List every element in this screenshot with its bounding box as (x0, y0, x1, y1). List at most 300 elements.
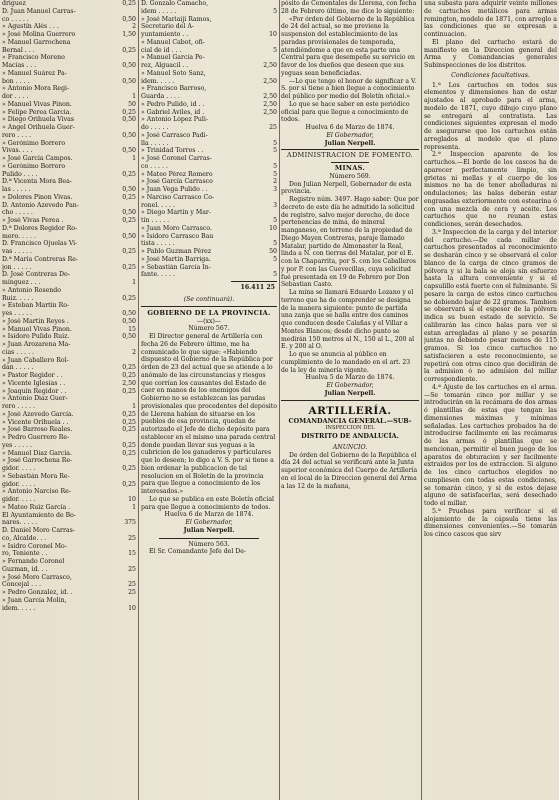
donor-amount (251, 194, 277, 202)
donor-amount (110, 70, 136, 78)
donor-amount (110, 124, 136, 132)
donor-amount: 0,50 (122, 186, 136, 193)
donor-name: » Manuel Soto Sanz, (141, 69, 206, 77)
donor-name: » Isidro Coronel Mo- (2, 542, 67, 550)
section-divider (281, 149, 419, 150)
donor-amount: 25 (269, 124, 277, 131)
donor-name: » Gabriel Aviles, id . (141, 108, 205, 116)
column-3 (281, 0, 419, 800)
donor-amount (110, 271, 136, 279)
donor-amount: 0,50 (122, 232, 136, 240)
donor-name: » Pastor Regidor . . (2, 372, 63, 379)
donor-name: jon . . . . . (2, 263, 32, 271)
donor-row (2, 442, 136, 450)
donor-name: cias . . . . . (2, 348, 34, 356)
donor-name: ronel. . . . . (141, 201, 176, 209)
donor-name: mero. . . . . (2, 232, 36, 240)
donor-amount: 3 (273, 186, 277, 193)
donor-name: D.ª María Contreras Re- (2, 255, 78, 263)
donor-amount (251, 39, 277, 47)
donor-amount: 25 (128, 534, 136, 542)
donor-row (141, 116, 277, 124)
donor-name: » Fernando Coronel (2, 558, 65, 565)
donor-name: cial de id . . . (141, 46, 182, 54)
governor-signature: Julian Nerpell. (324, 139, 376, 147)
donor-row (141, 0, 277, 8)
donor-row (2, 488, 136, 496)
donor-name: El Ayuntamiento de Bo- (2, 511, 76, 519)
donor-amount: 2,50 (263, 93, 277, 100)
donor-name: Concejal . . . (2, 581, 41, 589)
donor-amount (251, 233, 277, 241)
donor-amount: 2 (273, 178, 277, 186)
donor-amount (110, 54, 136, 62)
donor-amount: 2 (132, 23, 136, 31)
donor-row (2, 70, 136, 78)
donor-amount: 25 (128, 581, 136, 589)
donor-row (2, 589, 136, 597)
donor-amount: 1 (132, 279, 136, 286)
section-ornament: —(xx)— (196, 317, 222, 325)
donor-row (2, 264, 136, 272)
donor-amount (110, 543, 136, 551)
donor-name: Pulido . . . . (2, 170, 38, 178)
donor-name: idem . . . . . (141, 7, 177, 15)
donor-row (2, 240, 136, 248)
donor-name: Bernal . . . (2, 46, 35, 54)
donor-amount: 5 (273, 240, 277, 248)
donor-amount: 375 (124, 519, 136, 527)
notice-paragraph: Registro núm. 3497. Hago saber: Que por decreto de este día he admitido la solicitud de registro, salvo mejor derecho, de doce pertenencias de mina, de mineral manganeso, en terreno de la propiedad de Diego Mayen Contreras, paraje llamado Matalar, partido de Almonaster la Real, linda a N. con tierras del Matalar, por el E. con la Chaparrita, por S. con los Caballeros y por P. con las Cuevecillas, cuya solicitud fué presentada en 19 de Febrero por Don Sebastian Casto. (281, 196, 419, 289)
donor-name: » Angel Orihuela Guer- (2, 124, 75, 131)
notice-paragraph: Lo que se anuncia al público en cumplimiento de lo mandado en el art. 23 de la ley de minería vigente. (281, 351, 411, 374)
donor-row (2, 256, 136, 264)
donor-name: dor . . . . (2, 93, 29, 100)
donor-amount (110, 163, 136, 171)
donor-amount: 0,50 (122, 147, 136, 155)
section-heading-fomento: ADMINISTRACION DE FOMENTO. (286, 151, 414, 160)
column-rule (138, 0, 139, 800)
donor-row (2, 372, 136, 380)
donor-amount (110, 225, 136, 233)
donor-amount (110, 85, 136, 93)
donor-amount: 0,25 (122, 418, 136, 426)
donor-row (2, 93, 136, 101)
donor-amount (251, 132, 277, 140)
governor-title: El Gobernador, (185, 519, 233, 526)
donor-row (141, 233, 277, 241)
donor-amount (251, 209, 277, 217)
donor-row (141, 264, 277, 272)
donor-row (2, 380, 136, 388)
donor-row (2, 326, 136, 334)
donor-row (141, 202, 277, 210)
donor-amount: 5 (273, 162, 277, 170)
donor-amount: 0,25 (122, 0, 136, 7)
donor-amount: 15 (128, 325, 136, 333)
donor-row (141, 8, 277, 16)
subsection-heading-minas: MINAS. (334, 164, 366, 172)
notice-paragraph: —Lo que tengo el honor de significar a V. S. por si tiene a bien llegue a conocimiento del público por medio del Boletín oficial.» (281, 77, 417, 100)
donor-amount (110, 39, 136, 47)
donor-row (2, 39, 136, 47)
donor-name: D. Francisco Ojuelas Vi- (2, 240, 78, 248)
donor-name: » José Carrasco Padi- (141, 131, 208, 139)
notice-paragraph: «Por órden del Gobierno de la República de 24 del actual, se me previene la suspension del establecimiento de las paradas provisionales de temporada, atendiéndome a que en esta parte una Central para que desempeñe su servicio en favor de los dueños que deseen que sus yeguas sean beneficiadas. (281, 15, 415, 77)
donor-name: D. Gonzalo Camacho, (141, 0, 209, 7)
donor-row (141, 132, 277, 140)
donor-amount: 2,50 (263, 108, 277, 116)
donor-name: » José Barroso Reales. (2, 426, 73, 434)
donor-amount: 5 (273, 7, 277, 15)
donor-amount: 0,25 (122, 480, 136, 488)
donor-row (2, 85, 136, 93)
donor-row (2, 597, 136, 605)
donor-row (2, 163, 136, 171)
donor-name: tín . . . . . (141, 217, 170, 224)
donor-row (2, 147, 136, 155)
donor-name: » Trinidad Torres . . (141, 147, 204, 155)
donor-row (2, 581, 136, 589)
donor-row (2, 543, 136, 551)
donor-amount: 0,25 (122, 263, 136, 271)
donor-row (2, 574, 136, 582)
donor-amount: 0,25 (122, 387, 136, 395)
donor-name: » Juan Arozarena Ma- (2, 341, 71, 348)
donor-row (2, 357, 136, 365)
donor-row (141, 217, 277, 225)
donor-amount: 1 (132, 403, 136, 410)
donor-amount: 2,50 (122, 379, 136, 387)
donor-row (2, 31, 136, 39)
donor-amount: 0,25 (122, 248, 136, 255)
donor-row (141, 178, 277, 186)
donor-row (2, 481, 136, 489)
donor-name: idem. . . . . (141, 77, 175, 85)
donor-amount (110, 302, 136, 310)
donor-row (2, 248, 136, 256)
donor-amount: 10 (269, 31, 277, 38)
donor-row (2, 225, 136, 233)
donor-name: yes . . . . . (2, 441, 33, 449)
donor-row (2, 78, 136, 86)
donor-name: Macias . . . (2, 62, 37, 69)
donor-name: » Manuel Diaz García. (2, 449, 72, 457)
donor-row (2, 109, 136, 117)
donor-amount: 0,50 (122, 310, 136, 317)
donor-amount (110, 558, 136, 566)
donor-name: D.ª Dolores Regidor Ro- (2, 224, 78, 232)
donor-amount (110, 527, 136, 535)
donor-amount (110, 256, 136, 264)
section-heading-gobierno: GOBIERNO DE LA PROVINCIA. (147, 308, 271, 317)
donor-row (141, 54, 277, 62)
column-rule (421, 0, 422, 800)
donor-amount (110, 434, 136, 442)
donor-name: » José García Campos. (2, 155, 73, 162)
donor-amount (251, 54, 277, 62)
donor-row (2, 233, 136, 241)
donor-amount: 2,50 (263, 100, 277, 108)
donor-amount: 2,50 (263, 62, 277, 69)
donor-amount (110, 512, 136, 520)
donor-amount: 5 (273, 147, 277, 155)
donor-amount: 0,50 (122, 62, 136, 69)
donor-amount: 5 (273, 271, 277, 279)
section-divider (141, 306, 277, 307)
donor-name: » Vicente Orihuela . . (2, 418, 69, 426)
donor-amount: 0,25 (122, 217, 136, 224)
donor-name: » José Molina Guerrero (2, 31, 76, 38)
donor-name: las . . . . . (2, 186, 31, 193)
donor-row (141, 225, 277, 233)
notice-paragraph: pósito de Cementales de Llerena, con fecha 28 de Febrero último, me dice lo siguiente: (281, 0, 417, 15)
donor-amount (251, 264, 277, 272)
condition-paragraph: 3.ª Inspeccion de la carga y del interior del cartucho.—De cada millar de cartuchos presentados al reconocimiento se desharán cinco y se observará el color blanco de la carga de cinco gramos de pólvora y si la bala se aloja sin esfuerzo hasta la altura conveniente y si el capsulillo está fuerte con el fulminante. Si pesare la carga de estos cinco cartuchos no debiendo bajar de 22 gramos. Tambien se observará si el espesor de la pólvora indica su buen estado de servicio. Se calibrarán las cinco balas para ver si estan arregladas al plano y se pesarán juntas no debiendo pesar menos de 115 gramos. Si los cinco cartuchos no satisfacieren a este reconocimiento, se repetirá con otros cinco que decidirán de la admision ó no admision del millar correspondiente. (424, 228, 557, 383)
donor-name: » Francisco Barroso, (141, 85, 207, 93)
donor-name: fante. . . . . (141, 271, 175, 279)
donor-amount: 0,50 (122, 77, 136, 85)
notice-divider (159, 538, 259, 539)
donor-row (2, 527, 136, 535)
donor-amount (251, 70, 277, 78)
donor-row (2, 349, 136, 357)
donor-row (2, 16, 136, 24)
donor-amount (110, 202, 136, 210)
donor-row (141, 171, 277, 179)
donor-name: D. Antonio Azevedo Pan- (2, 201, 79, 209)
donor-name: » Vicente Iglesias . . (2, 379, 66, 387)
donor-name: do . . . . . (141, 124, 169, 131)
donor-row (141, 209, 277, 217)
donor-name: mínguez . . . (2, 279, 41, 286)
donor-name: » José García Carrasco (141, 178, 213, 186)
donor-row (2, 217, 136, 225)
donor-amount: 0,50 (122, 131, 136, 139)
donor-row (141, 163, 277, 171)
donor-name: » Mateo Ruiz García . (2, 503, 71, 511)
donor-row (141, 31, 277, 39)
governor-title: El Gobernador, (326, 131, 374, 139)
donor-row (2, 403, 136, 411)
donor-name: » Isidoro Pulido Ruiz. (2, 333, 70, 341)
notice-paragraph: Lo que se publica en este Boletín oficial para que llegue a conocimiento de todos. (141, 495, 275, 511)
notice-paragraph: De órden del Gobierno de la República el día 24 del actual se verificará ante la Junta superior económica del Cuerpo de Artillería en el local de la Direccion general del Arma a las 12 de la mañana, (281, 451, 418, 490)
donor-name: » Narciso Carrasco Co- (141, 193, 215, 201)
donor-list-column-2 (141, 0, 277, 279)
donor-name: » Pedro Pulido, id . . (141, 100, 205, 108)
donor-name: » José Coronel Carras- (141, 155, 212, 162)
donor-row (2, 0, 136, 8)
notice-number: Número 567. (188, 325, 230, 333)
donor-row (2, 202, 136, 210)
donor-row (2, 116, 136, 124)
donor-row (141, 147, 277, 155)
donor-row (2, 566, 136, 574)
condition-paragraph: 5.ª Pruebas para verificar si el alojamiento de la cápsula tiene las dimensiones convenientes.—Se tomarán los cinco cascos que sirv (424, 507, 557, 538)
donor-row (141, 140, 277, 148)
donor-name: driguez (2, 0, 26, 7)
donor-amount (110, 8, 136, 16)
donor-row (141, 47, 277, 55)
donor-row (2, 310, 136, 318)
donor-row (141, 155, 277, 163)
donor-row (2, 457, 136, 465)
donor-name: » Sebastián García In- (141, 263, 211, 271)
subheading-distrito: DISTRITO DE ANDALUCÍA. (301, 432, 399, 440)
donor-amount (110, 395, 136, 403)
notice-date: Huelva 5 de Marzo de 1874. (305, 374, 395, 382)
donor-name: rez, Alguacil . . (141, 62, 189, 69)
notice-number: Número 569. (329, 172, 371, 180)
donor-name: rero . . . . (2, 131, 32, 139)
donor-amount: 10 (128, 496, 136, 503)
donor-name: » Antonio Rosendo (2, 286, 61, 294)
donor-row (2, 124, 136, 132)
donor-name: » Pedro Gonzalez, id. . (2, 589, 73, 596)
donor-row (2, 419, 136, 427)
section-heading-artilleria: ARTILLERÍA. (308, 404, 392, 417)
donor-amount (110, 287, 136, 295)
donor-row (2, 512, 136, 520)
donor-amount (110, 240, 136, 248)
condition-paragraph: 2.ª Inspeccion aparente de los cartuchos.—El borde de los cascos ha de aparecer perfectamente limpio, sin grietas ni mellas y el cuerpo de los mismos no ha de tener abolladuras ni ondulaciones; las balas deberán estar engrasadas exteriormente con estearina ó con una mezcla de cera y aceite. Los cartuchos que no reunan estas condiciones, serán desechados. (424, 151, 557, 228)
donor-row (2, 47, 136, 55)
donor-row (2, 473, 136, 481)
donor-row (2, 434, 136, 442)
donor-row (2, 364, 136, 372)
donor-amount: 1,50 (122, 31, 136, 38)
donor-amount: 0,50 (122, 333, 136, 341)
donor-name: » Juan Caballero Rol- (2, 356, 69, 364)
donor-amount (251, 85, 277, 93)
donor-name: » Manuel Garrochena (2, 38, 71, 46)
donor-row (2, 504, 136, 512)
donor-row (2, 395, 136, 403)
donor-amount: 25 (128, 565, 136, 573)
donor-amount: 1 (132, 93, 136, 100)
donor-name: » Antonio Mora Regi- (2, 85, 70, 93)
donor-row (2, 341, 136, 349)
donor-name: » Isidoro Carrasco Bau (141, 232, 214, 240)
donor-name: » Juan García Molin, (2, 596, 67, 604)
donor-row (141, 109, 277, 117)
donor-row (2, 178, 136, 186)
donor-name: » José Mariaiji Ramos, (141, 15, 212, 23)
donor-row (2, 496, 136, 504)
donor-row (2, 62, 136, 70)
notice-date: Huelva 6 de Marzo de 1874. (305, 124, 395, 131)
donor-amount: 2 (132, 348, 136, 356)
notice-paragraph: El plano del cartucho estará de manifiesto en la Direccion general del Arma y Comandancias generales Subinspecciones de los distritos. (424, 38, 557, 69)
donor-row (141, 124, 277, 132)
donor-amount: 50 (128, 100, 136, 108)
donor-name: » Antonio Diaz Guer- (2, 395, 68, 403)
donor-name: ro, Teniente . . (2, 550, 48, 558)
donor-name: Secretario del A- (141, 23, 194, 31)
notice-paragraph: La mina se llamará Eduardo Lozano y el terreno que ha de comprender se designa de la manera siguiente: punto de partida una zanja que se halla entre dos caminos que conducen desde Calañas y el Villar a Montes Blancos; desde dicho punto se medirán 150 metros al N., 150 al L., 200 al E. y 200 al O. (281, 289, 415, 351)
donor-row (141, 39, 277, 47)
donor-row (141, 248, 277, 256)
donor-amount (110, 357, 136, 365)
donor-name: nares. . . . . (2, 519, 38, 527)
donor-name: » Francisco Moreno (2, 54, 65, 62)
donor-row (2, 194, 136, 202)
donor-amount: 5 (273, 217, 277, 224)
donor-name: » José Moro Carrasco, (2, 573, 72, 581)
donor-row (2, 186, 136, 194)
donor-amount: 1 (132, 503, 136, 511)
notice-date: Huelva 6 de Marzo de 1874. (164, 511, 254, 519)
donor-name: » Manuel Vivas Pinon. (2, 325, 72, 333)
donor-row (141, 62, 277, 70)
donor-amount: 10 (269, 224, 277, 232)
donor-name: idem. . . . . (2, 604, 36, 612)
subheading-comandancia: COMANDANCIA GENERAL.—SUB- (288, 416, 412, 425)
donor-row (2, 140, 136, 148)
donor-name: Ruiz. . . . . (2, 294, 34, 302)
donor-amount: 5 (273, 46, 277, 54)
donor-amount: 25 (128, 589, 136, 596)
donor-amount: 0,25 (122, 364, 136, 372)
donor-name: » José Garrochena Re- (2, 457, 73, 465)
donor-row (2, 519, 136, 527)
donor-name: co . . . . . (141, 162, 168, 170)
donor-name: D.ª Vicenta Mora Bea- (2, 178, 72, 186)
donor-row (141, 240, 277, 248)
donor-row (2, 550, 136, 558)
donor-row (2, 23, 136, 31)
donor-name: » Dolores Pinon Vivas. (2, 193, 73, 201)
donor-amount: 50 (269, 248, 277, 255)
donor-name: cho . . . . . (2, 209, 33, 217)
donor-row (2, 101, 136, 109)
donor-name: co . . . . . (2, 15, 29, 23)
column-2 (141, 0, 277, 800)
donor-amount (110, 597, 136, 605)
donor-name: » Mateo Pérez Romero (141, 170, 213, 178)
donor-name: » Manuel Vivas Pinon. (2, 100, 72, 108)
donor-name: » Manuel Cabot, ofi- (141, 38, 205, 46)
donor-name: » Pablo Guzman Pérez (141, 248, 212, 255)
donor-row (2, 271, 136, 279)
donor-row (2, 388, 136, 396)
donor-name: » Gerónimo Borrero (2, 139, 66, 147)
donor-name: gidor. . . . . (2, 480, 36, 488)
donor-row (2, 295, 136, 303)
donor-amount: 0,25 (122, 372, 136, 379)
donor-name: D. Juan Manuel Carras- (2, 7, 76, 15)
governor-signature: Julian Nerpell. (324, 389, 376, 397)
donor-row (2, 287, 136, 295)
donor-name: » Diego Orihuela Vivas (2, 116, 74, 124)
governor-signature: Julian Nerpell. (183, 526, 235, 534)
donor-name: » Manuel García Pe- (141, 54, 205, 62)
donor-amount: 0,25 (122, 193, 136, 201)
donor-row (141, 70, 277, 78)
donor-row (141, 101, 277, 109)
donor-name: gidor. . . . . (2, 496, 36, 503)
donor-row (141, 23, 277, 31)
donor-amount (251, 23, 277, 31)
donor-name: D. Daniel Moro Carras- (2, 527, 75, 534)
donor-amount: 3 (273, 201, 277, 209)
donor-name: » José Martín Barriga. (141, 255, 211, 263)
donor-row (2, 54, 136, 62)
donor-name: yuntamiento . . (141, 31, 189, 38)
donor-row (141, 93, 277, 101)
column-4 (424, 0, 557, 800)
